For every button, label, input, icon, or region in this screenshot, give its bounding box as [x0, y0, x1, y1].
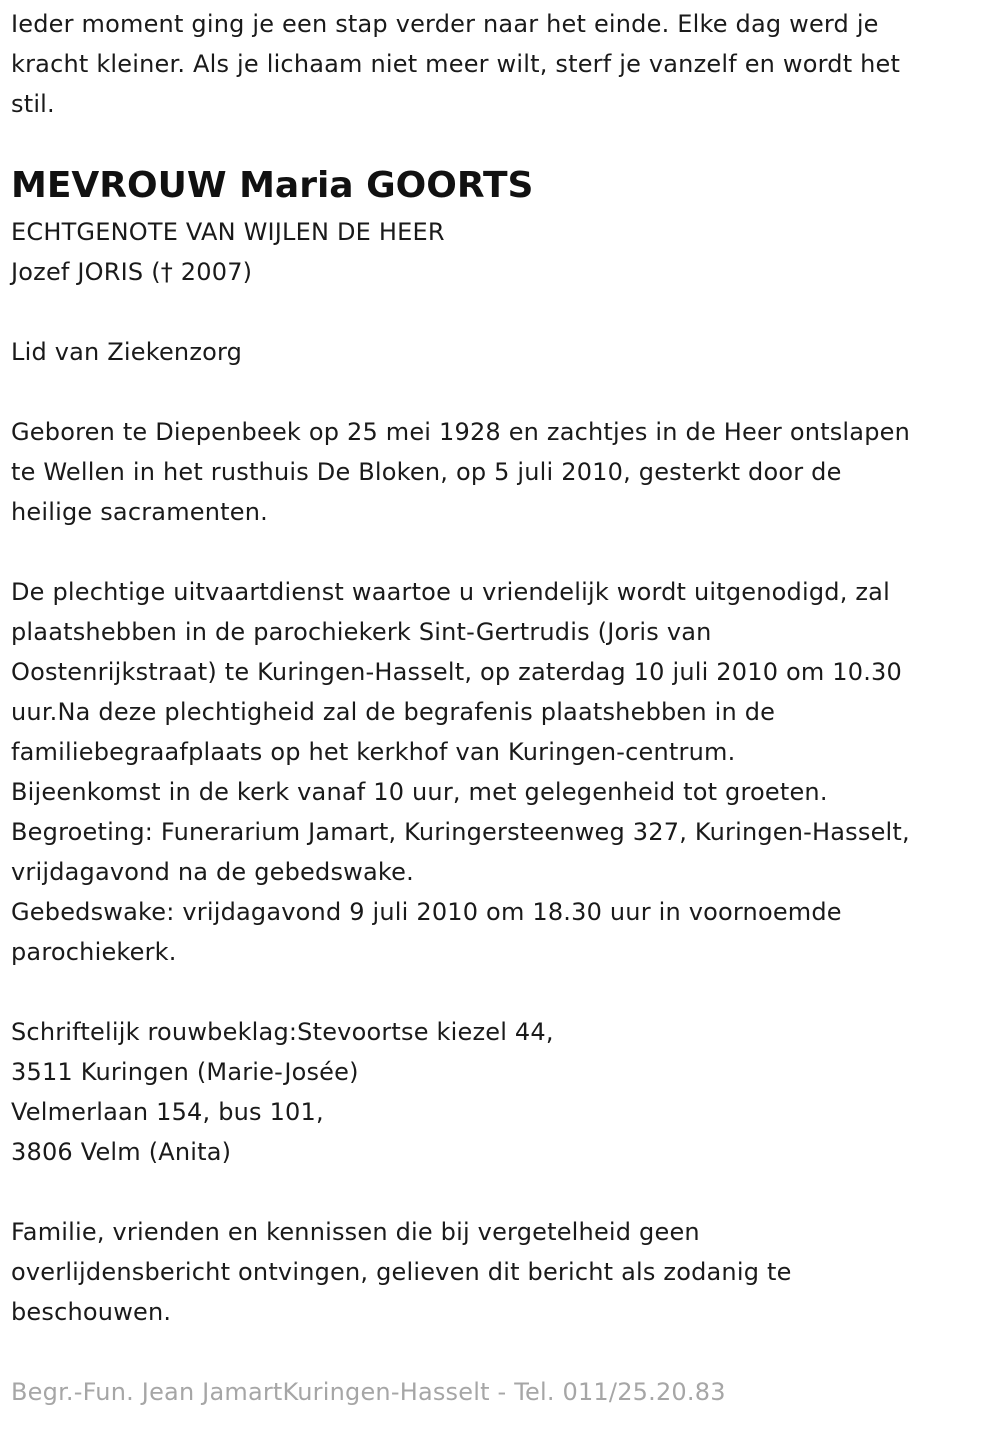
notice-line: overlijdensbericht ontvingen, gelieven dit bericht als zodanig te — [11, 1258, 792, 1286]
ceremony-line: plaatshebben in de parochiekerk Sint-Gertrudis (Joris van — [11, 618, 712, 646]
spouse-line: ECHTGENOTE VAN WIJLEN DE HEER — [11, 218, 445, 246]
condolences-line: 3511 Kuringen (Marie-Josée) — [11, 1058, 359, 1086]
deceased-name: MEVROUW Maria GOORTS — [11, 165, 534, 206]
ceremony-line: familiebegraafplaats op het kerkhof van Kuringen-centrum. — [11, 738, 736, 766]
funeral-home-footer: Begr.-Fun. Jean JamartKuringen-Hasselt - Tel. 011/25.20.83 — [11, 1378, 726, 1406]
ceremony-line: Begroeting: Funerarium Jamart, Kuringersteenweg 327, Kuringen-Hasselt, — [11, 818, 910, 846]
notice-paragraph — [11, 1212, 988, 1332]
spouse-line: Jozef JORIS († 2007) — [11, 258, 253, 286]
condolences-address — [11, 1012, 988, 1172]
notice-line: Familie, vrienden en kennissen die bij vergetelheid geen — [11, 1218, 700, 1246]
intro-line: kracht kleiner. Als je lichaam niet meer wilt, sterf je vanzelf en wordt het — [11, 50, 901, 78]
condolences-line: Velmerlaan 154, bus 101, — [11, 1098, 324, 1126]
notice-line: beschouwen. — [11, 1298, 172, 1326]
condolences-line: Schriftelijk rouwbeklag:Stevoortse kiezel 44, — [11, 1018, 554, 1046]
intro-paragraph — [11, 4, 988, 124]
birth-death-paragraph — [11, 412, 988, 532]
membership-text: Lid van Ziekenzorg — [11, 338, 243, 366]
ceremony-paragraph — [11, 572, 988, 972]
spacer — [11, 1172, 988, 1212]
intro-line: Ieder moment ging je een stap verder naar het einde. Elke dag werd je — [11, 10, 879, 38]
ceremony-line: vrijdagavond na de gebedswake. — [11, 858, 414, 886]
intro-line: stil. — [11, 90, 55, 118]
ceremony-line: parochiekerk. — [11, 938, 177, 966]
ceremony-line: De plechtige uitvaartdienst waartoe u vriendelijk wordt uitgenodigd, zal — [11, 578, 890, 606]
spacer — [11, 292, 988, 332]
ceremony-line: uur.Na deze plechtigheid zal de begrafenis plaatshebben in de — [11, 698, 776, 726]
spouse-block — [11, 212, 988, 292]
birth-death-line: te Wellen in het rusthuis De Bloken, op 5 juli 2010, gesterkt door de — [11, 458, 842, 486]
birth-death-line: Geboren te Diepenbeek op 25 mei 1928 en zachtjes in de Heer ontslapen — [11, 418, 911, 446]
condolences-line: 3806 Velm (Anita) — [11, 1138, 232, 1166]
ceremony-line: Oostenrijkstraat) te Kuringen-Hasselt, op zaterdag 10 juli 2010 om 10.30 — [11, 658, 902, 686]
spacer — [11, 532, 988, 572]
spacer — [11, 972, 988, 1012]
spacer — [11, 372, 988, 412]
birth-death-line: heilige sacramenten. — [11, 498, 268, 526]
ceremony-line: Bijeenkomst in de kerk vanaf 10 uur, met gelegenheid tot groeten. — [11, 778, 828, 806]
ceremony-line: Gebedswake: vrijdagavond 9 juli 2010 om 18.30 uur in voornoemde — [11, 898, 842, 926]
